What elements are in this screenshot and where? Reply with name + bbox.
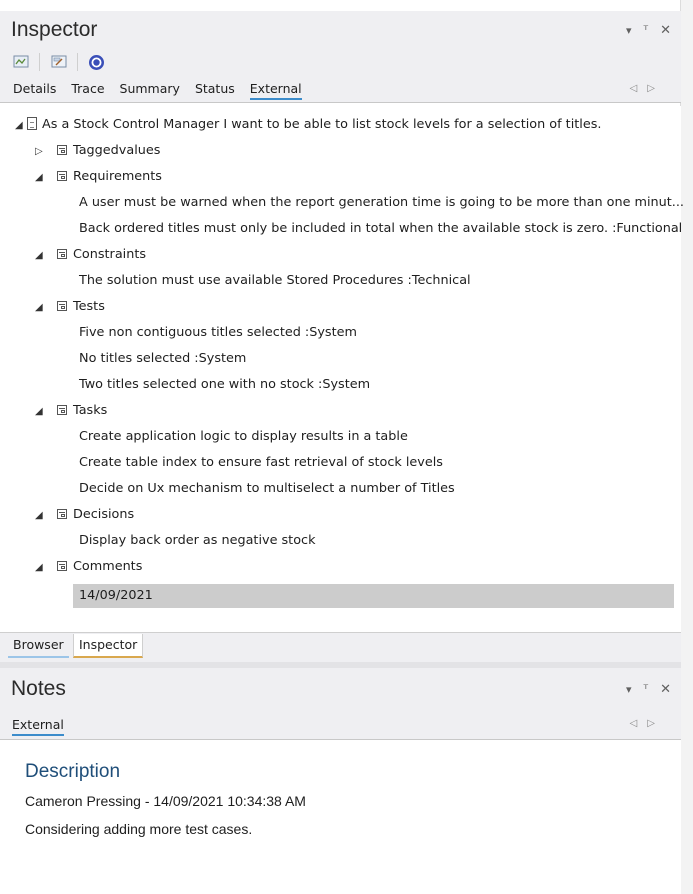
tree-item-constraint[interactable]: The solution must use available Stored Procedures :Technical bbox=[79, 273, 471, 288]
collapsed-caret-icon[interactable]: ▷ bbox=[35, 146, 43, 157]
window-frame-edge bbox=[680, 0, 693, 894]
inspector-tree bbox=[0, 106, 684, 632]
tree-item-task[interactable]: Create table index to ensure fast retrieval of stock levels bbox=[79, 455, 443, 470]
tab-notes-external[interactable]: External bbox=[12, 712, 64, 738]
tab-status[interactable]: Status bbox=[194, 80, 235, 96]
notes-title: Notes bbox=[11, 677, 66, 700]
pin-icon[interactable]: ᵀ bbox=[643, 23, 649, 37]
tree-item-task[interactable]: Create application logic to display results in a table bbox=[79, 429, 408, 444]
inspector-titlebar bbox=[0, 11, 681, 49]
package-icon bbox=[57, 171, 67, 181]
tree-item-task[interactable]: Decide on Ux mechanism to multiselect a number of Titles bbox=[79, 481, 455, 496]
tree-group-tests[interactable]: ◢ Tests bbox=[35, 294, 105, 320]
package-icon bbox=[57, 509, 67, 519]
tree-item-test[interactable]: No titles selected :System bbox=[79, 351, 247, 366]
help-icon[interactable] bbox=[88, 54, 105, 71]
tree-item-test[interactable]: Five non contiguous titles selected :System bbox=[79, 325, 357, 340]
notes-body[interactable] bbox=[0, 740, 681, 894]
tree-group-decisions[interactable]: ◢ Decisions bbox=[35, 502, 134, 528]
tree-item-requirement[interactable]: A user must be warned when the report generation time is going to be more than one minut... bbox=[79, 195, 684, 210]
tab-external[interactable]: External bbox=[250, 76, 302, 102]
package-icon bbox=[57, 249, 67, 259]
expanded-caret-icon[interactable]: ◢ bbox=[35, 250, 43, 261]
expanded-caret-icon[interactable]: ◢ bbox=[35, 406, 43, 417]
document-icon bbox=[27, 117, 37, 130]
tree-item-test[interactable]: Two titles selected one with no stock :System bbox=[79, 377, 371, 392]
element-properties-alt-icon[interactable] bbox=[50, 54, 67, 71]
tab-scroll-arrows[interactable]: ◁▷ bbox=[629, 718, 665, 729]
element-properties-icon[interactable] bbox=[12, 54, 29, 71]
close-icon[interactable]: ✕ bbox=[660, 22, 671, 38]
package-icon bbox=[57, 561, 67, 571]
tree-group-tasks[interactable]: ◢ Tasks bbox=[35, 398, 107, 424]
tree-group-constraints[interactable]: ◢ Constraints bbox=[35, 242, 146, 268]
tree-item-decision[interactable]: Display back order as negative stock bbox=[79, 533, 316, 548]
notes-panel bbox=[0, 668, 681, 740]
inspector-title: Inspector bbox=[11, 18, 98, 41]
toolbar-separator bbox=[77, 53, 78, 71]
expanded-caret-icon[interactable]: ◢ bbox=[15, 120, 23, 131]
tree-root[interactable]: ◢ As a Stock Control Manager I want to be able to list stock levels for a selection of titles. bbox=[15, 112, 601, 138]
note-author-line: Cameron Pressing - 14/09/2021 10:34:38 AM bbox=[25, 793, 306, 809]
tab-trace[interactable]: Trace bbox=[71, 80, 105, 96]
tree-group-comments[interactable]: ◢ Comments bbox=[35, 554, 142, 580]
notes-tabs bbox=[0, 710, 681, 740]
toolbar-separator bbox=[39, 53, 40, 71]
description-heading: Description bbox=[25, 761, 121, 782]
close-icon[interactable]: ✕ bbox=[660, 681, 671, 697]
tree-item-comment-selected[interactable]: 14/09/2021 bbox=[73, 584, 674, 608]
expanded-caret-icon[interactable]: ◢ bbox=[35, 302, 43, 313]
package-icon bbox=[57, 405, 67, 415]
tab-details[interactable]: Details bbox=[13, 80, 57, 96]
tree-item-requirement[interactable]: Back ordered titles must only be included in total when the available stock is zero. :Functional bbox=[79, 221, 683, 236]
dock-tabs bbox=[0, 632, 681, 662]
notes-titlebar bbox=[0, 668, 681, 710]
note-text: Considering adding more test cases. bbox=[25, 821, 253, 837]
tab-inspector[interactable]: Inspector bbox=[73, 634, 143, 658]
tree-group-taggedvalues[interactable]: ▷ Taggedvalues bbox=[35, 138, 160, 164]
pin-icon[interactable]: ᵀ bbox=[643, 682, 649, 696]
expanded-caret-icon[interactable]: ◢ bbox=[35, 510, 43, 521]
expanded-caret-icon[interactable]: ◢ bbox=[35, 172, 43, 183]
expanded-caret-icon[interactable]: ◢ bbox=[35, 562, 43, 573]
inspector-tabs bbox=[0, 75, 681, 103]
tab-summary[interactable]: Summary bbox=[119, 80, 180, 96]
package-icon bbox=[57, 301, 67, 311]
tab-browser[interactable]: Browser bbox=[8, 634, 69, 658]
tab-scroll-arrows[interactable]: ◁▷ bbox=[629, 83, 665, 94]
dropdown-icon[interactable]: ▾ bbox=[625, 23, 632, 37]
inspector-toolbar bbox=[0, 49, 681, 75]
package-icon bbox=[57, 145, 67, 155]
tree-group-requirements[interactable]: ◢ Requirements bbox=[35, 164, 162, 190]
dropdown-icon[interactable]: ▾ bbox=[625, 682, 632, 696]
inspector-panel bbox=[0, 11, 681, 103]
